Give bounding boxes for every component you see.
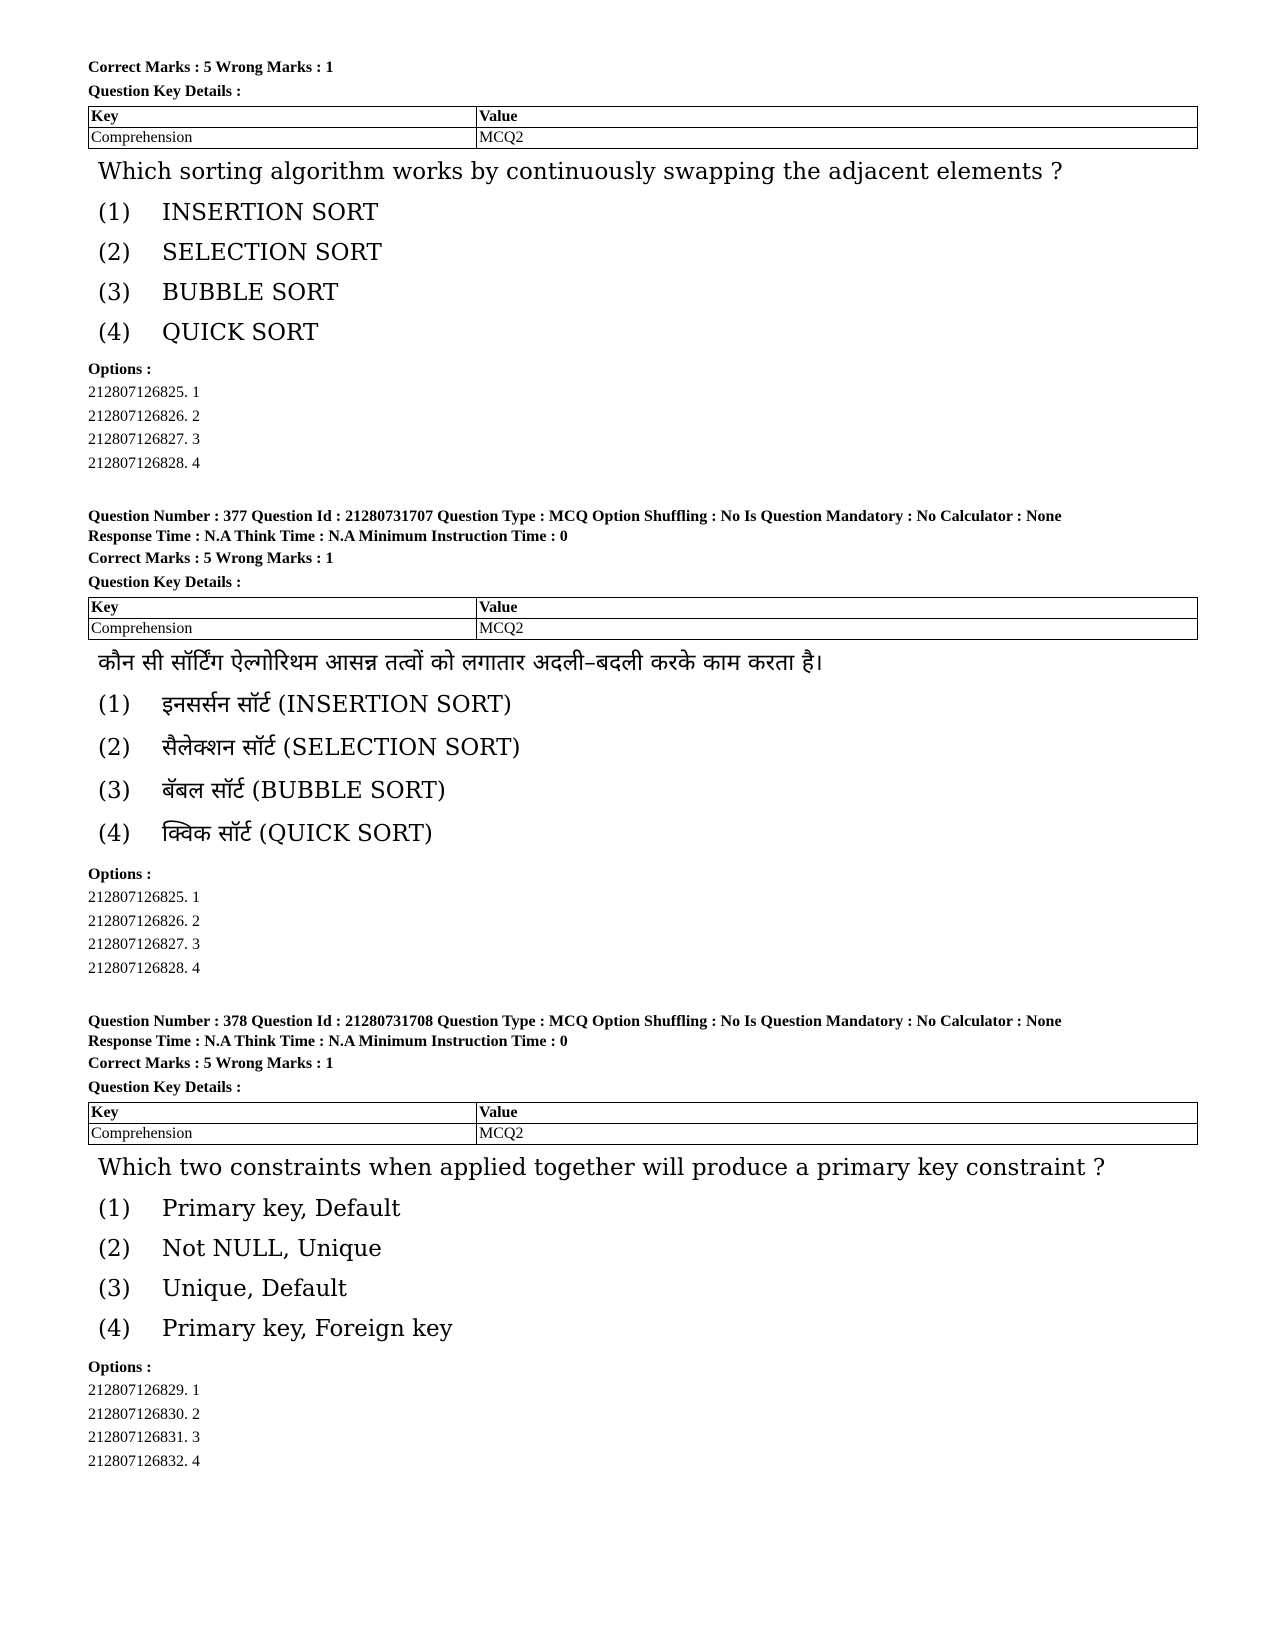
choice-text: सैलेक्शन सॉर्ट (SELECTION SORT) <box>162 735 521 761</box>
choice-text: क्विक सॉर्ट (QUICK SORT) <box>162 821 433 847</box>
choice-text: बॅबल सॉर्ट (BUBBLE SORT) <box>162 778 446 804</box>
choice-number: (1) <box>98 200 131 226</box>
answer-choice <box>98 1269 1198 1309</box>
choice-text: INSERTION SORT <box>162 200 379 226</box>
option-id: 212807126830. 2 <box>88 1405 200 1423</box>
table-cell-value: MCQ2 <box>477 1124 1198 1145</box>
table-cell-key: Comprehension <box>89 128 477 149</box>
table-cell-value: MCQ2 <box>477 619 1198 640</box>
answer-choice <box>98 273 1198 313</box>
choice-text: BUBBLE SORT <box>162 280 339 306</box>
key-details-table <box>88 597 1198 640</box>
answer-choice <box>98 813 1198 856</box>
question-header: Question Number : 377 Question Id : 21280731707 Question Type : MCQ Option Shuffling : No Is Question Mandatory : No Calculator : None <box>88 508 1062 525</box>
marks-line: Correct Marks : 5 Wrong Marks : 1 <box>88 59 334 76</box>
key-details-table <box>88 1102 1198 1145</box>
document-page <box>88 56 1198 1505</box>
choice-number: (1) <box>98 1196 131 1222</box>
option-id: 212807126829. 1 <box>88 1382 200 1399</box>
option-id: 212807126832. 4 <box>88 1452 200 1470</box>
table-cell-key: Comprehension <box>89 1124 477 1145</box>
choice-number: (2) <box>98 1236 131 1262</box>
answer-choice <box>98 770 1198 813</box>
choice-number: (3) <box>98 1276 131 1302</box>
key-details-label: Question Key Details : <box>88 83 242 100</box>
question-block <box>88 56 1198 475</box>
key-details-label: Question Key Details : <box>88 1079 242 1096</box>
table-header-value: Value <box>477 598 1198 619</box>
question-block <box>88 1012 1198 1473</box>
answer-choice <box>98 1309 1198 1349</box>
choice-text: Primary key, Default <box>162 1196 401 1222</box>
table-header-value: Value <box>477 1103 1198 1124</box>
key-details-label: Question Key Details : <box>88 574 242 591</box>
key-details-table <box>88 106 1198 149</box>
question-text: Which two constraints when applied together will produce a primary key constraint ? <box>98 1155 1106 1181</box>
question-block <box>88 507 1198 980</box>
choice-text: Unique, Default <box>162 1276 348 1302</box>
choice-number: (4) <box>98 320 131 346</box>
answer-choice <box>98 233 1198 273</box>
table-row <box>89 619 1198 640</box>
choice-number: (2) <box>98 735 131 761</box>
answer-choice <box>98 313 1198 353</box>
choice-number: (3) <box>98 778 131 804</box>
question-timing: Response Time : N.A Think Time : N.A Minimum Instruction Time : 0 <box>88 528 568 545</box>
table-header-value: Value <box>477 107 1198 128</box>
table-header-key: Key <box>89 107 477 128</box>
choice-number: (1) <box>98 692 131 718</box>
table-cell-value: MCQ2 <box>477 128 1198 149</box>
option-id: 212807126828. 4 <box>88 959 200 977</box>
options-label: Options : <box>88 1359 152 1376</box>
table-cell-key: Comprehension <box>89 619 477 640</box>
choice-text: इनसर्सन सॉर्ट (INSERTION SORT) <box>162 692 512 718</box>
choice-text: Primary key, Foreign key <box>162 1316 453 1342</box>
option-id: 212807126826. 2 <box>88 912 200 930</box>
answer-choice <box>98 1189 1198 1229</box>
answer-choice <box>98 684 1198 727</box>
options-label: Options : <box>88 361 152 378</box>
question-header: Question Number : 378 Question Id : 21280731708 Question Type : MCQ Option Shuffling : No Is Question Mandatory : No Calculator : None <box>88 1013 1062 1030</box>
question-text: कौन सी सॉर्टिंग ऐल्गोरिथम आसन्न तत्वों को लगातार अदली–बदली करके काम करता है। <box>98 650 823 676</box>
option-id: 212807126827. 3 <box>88 431 200 448</box>
choice-number: (4) <box>98 821 131 847</box>
choice-number: (3) <box>98 280 131 306</box>
option-id: 212807126826. 2 <box>88 407 200 425</box>
question-timing: Response Time : N.A Think Time : N.A Minimum Instruction Time : 0 <box>88 1033 568 1050</box>
table-row <box>89 1124 1198 1145</box>
option-id: 212807126825. 1 <box>88 889 200 906</box>
table-header-key: Key <box>89 1103 477 1124</box>
choice-text: SELECTION SORT <box>162 240 382 266</box>
table-header-key: Key <box>89 598 477 619</box>
option-id: 212807126827. 3 <box>88 936 200 953</box>
options-label: Options : <box>88 866 152 883</box>
choice-text: QUICK SORT <box>162 320 319 346</box>
option-id: 212807126828. 4 <box>88 454 200 472</box>
marks-line: Correct Marks : 5 Wrong Marks : 1 <box>88 1055 334 1072</box>
answer-choice <box>98 193 1198 233</box>
option-id: 212807126825. 1 <box>88 384 200 401</box>
answer-choice <box>98 1229 1198 1269</box>
option-id: 212807126831. 3 <box>88 1429 200 1446</box>
choice-number: (4) <box>98 1316 131 1342</box>
answer-choice <box>98 727 1198 770</box>
table-row <box>89 128 1198 149</box>
marks-line: Correct Marks : 5 Wrong Marks : 1 <box>88 550 334 567</box>
choice-text: Not NULL, Unique <box>162 1236 382 1262</box>
choice-number: (2) <box>98 240 131 266</box>
question-text: Which sorting algorithm works by continuously swapping the adjacent elements ? <box>98 159 1063 185</box>
